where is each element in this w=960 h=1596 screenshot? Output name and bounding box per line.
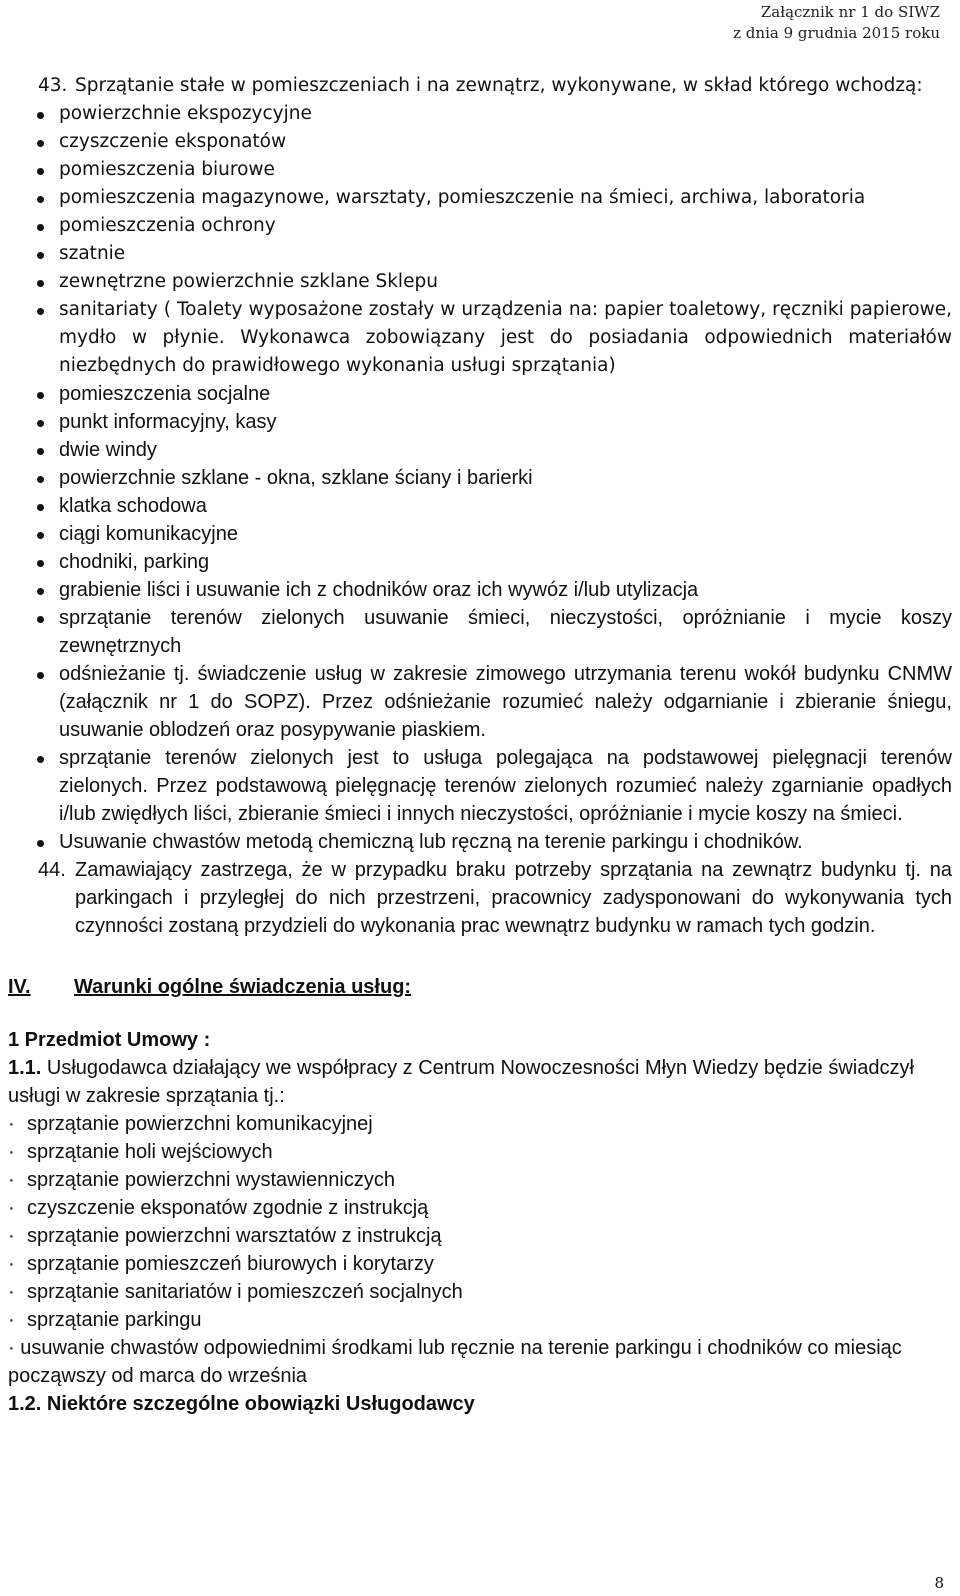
list-item-text: sprzątanie parkingu <box>27 1309 202 1331</box>
document-header <box>733 2 940 44</box>
list-item: sprzątanie terenów zielonych usuwanie śmieci, nieczystości, opróżnianie i mycie koszy zewnętrznych <box>8 604 952 660</box>
dot-marker: · <box>8 1141 15 1163</box>
list-item: zewnętrzne powierzchnie szklane Sklepu <box>8 268 952 296</box>
document-body <box>8 72 952 1418</box>
list-item: odśnieżanie tj. świadczenie usług w zakresie zimowego utrzymania terenu wokół budynku CNMW (załącznik nr 1 do SOPZ). Przez odśnieżanie rozumieć należy odgarnianie i zbieranie śniegu, usuwanie oblodzeń oraz posypywanie piaskiem. <box>8 660 952 744</box>
paragraph-1-2-heading: 1.2. Niektóre szczególne obowiązki Usługodawcy <box>8 1393 475 1415</box>
list-item: Usuwanie chwastów metodą chemiczną lub ręczną na terenie parkingu i chodników. <box>8 828 952 856</box>
list-item: czyszczenie eksponatów <box>8 128 952 156</box>
header-line-1: Załącznik nr 1 do SIWZ <box>760 3 940 21</box>
item-43-number: 43. <box>38 75 68 96</box>
list-item: ciągi komunikacyjne <box>8 520 952 548</box>
list-item <box>8 1166 952 1194</box>
list-item <box>8 1306 952 1334</box>
list-item-text: usuwanie chwastów odpowiednimi środkami lub ręcznie na terenie parkingu i chodników co miesiąc począwszy od marca do września <box>8 1337 902 1387</box>
item-44-number: 44. <box>38 859 66 881</box>
list-item: pomieszczenia socjalne <box>8 380 952 408</box>
list-item: klatka schodowa <box>8 492 952 520</box>
dot-marker: · <box>8 1197 15 1219</box>
list-item: chodniki, parking <box>8 548 952 576</box>
list-item: szatnie <box>8 240 952 268</box>
section-title: Warunki ogólne świadczenia usług: <box>74 976 412 998</box>
section-roman-numeral: IV. <box>8 976 31 998</box>
dot-marker: · <box>8 1253 15 1275</box>
service-dot-list <box>8 1110 952 1390</box>
list-item: sprzątanie terenów zielonych jest to usługa polegająca na podstawowej pielęgnacji terenów zielonych. Przez podstawową pielęgnację terenów zielonych rozumieć należy zgarnianie opadłych i/lub zwiędłych liści, zbieranie śmieci i innych nieczystości, opróżnianie i mycie koszy na śmieci. <box>8 744 952 828</box>
list-item: dwie windy <box>8 436 952 464</box>
dot-marker: · <box>8 1281 15 1303</box>
item-44-text: Zamawiający zastrzega, że w przypadku braku potrzeby sprzątania na zewnątrz budynku tj. na parkingach i przyległej do nich przestrzeni, pracownicy zadysponowani do wykonywania tych czynności zostaną przydzieli do wykonania prac wewnątrz budynku w ramach tych godzin. <box>75 859 952 937</box>
paragraph-1-1 <box>8 1054 952 1110</box>
page-number: 8 <box>934 1574 944 1592</box>
dot-marker: · <box>8 1169 15 1191</box>
list-item: pomieszczenia ochrony <box>8 212 952 240</box>
item-43-bullet-list <box>8 100 952 856</box>
list-item-text: sprzątanie pomieszczeń biurowych i korytarzy <box>27 1253 434 1275</box>
list-item-text: sprzątanie powierzchni wystawienniczych <box>27 1169 395 1191</box>
list-item <box>8 1222 952 1250</box>
subject-heading: 1 Przedmiot Umowy : <box>8 1029 211 1051</box>
dot-marker: · <box>8 1337 15 1359</box>
list-item <box>8 1334 952 1390</box>
list-item-text: sprzątanie holi wejściowych <box>27 1141 273 1163</box>
list-item <box>8 1138 952 1166</box>
list-item <box>8 1110 952 1138</box>
dot-marker: · <box>8 1225 15 1247</box>
section-heading <box>8 973 952 1001</box>
list-item: sanitariaty ( Toalety wyposażone zostały w urządzenia na: papier toaletowy, ręczniki papierowe, mydło w płynie. Wykonawca zobowiązany jest do posiadania odpowiednich materiałów niezbędnych do prawidłowego wykonania usługi sprzątania) <box>8 296 952 380</box>
list-item: punkt informacyjny, kasy <box>8 408 952 436</box>
list-item-text: sprzątanie powierzchni warsztatów z instrukcją <box>27 1225 442 1247</box>
item-43-text: Sprzątanie stałe w pomieszczeniach i na zewnątrz, wykonywane, w skład którego wchodzą: <box>75 75 923 96</box>
item-43 <box>8 72 952 100</box>
list-item-text: sprzątanie sanitariatów i pomieszczeń socjalnych <box>27 1281 463 1303</box>
list-item: powierzchnie ekspozycyjne <box>8 100 952 128</box>
list-item: pomieszczenia magazynowe, warsztaty, pomieszczenie na śmieci, archiwa, laboratoria <box>8 184 952 212</box>
paragraph-1-1-number: 1.1. <box>8 1057 42 1079</box>
list-item: grabienie liści i usuwanie ich z chodników oraz ich wywóz i/lub utylizacja <box>8 576 952 604</box>
header-line-2: z dnia 9 grudnia 2015 roku <box>733 24 940 42</box>
list-item: powierzchnie szklane - okna, szklane ściany i barierki <box>8 464 952 492</box>
list-item-text: czyszczenie eksponatów zgodnie z instrukcją <box>27 1197 429 1219</box>
list-item <box>8 1278 952 1306</box>
list-item: pomieszczenia biurowe <box>8 156 952 184</box>
list-item-text: sprzątanie powierzchni komunikacyjnej <box>27 1113 373 1135</box>
list-item <box>8 1194 952 1222</box>
paragraph-1-1-text: Usługodawca działający we współpracy z Centrum Nowoczesności Młyn Wiedzy będzie świadczył usługi w zakresie sprzątania tj.: <box>8 1057 914 1107</box>
list-item <box>8 1250 952 1278</box>
dot-marker: · <box>8 1113 15 1135</box>
dot-marker: · <box>8 1309 15 1331</box>
item-44 <box>8 856 952 940</box>
